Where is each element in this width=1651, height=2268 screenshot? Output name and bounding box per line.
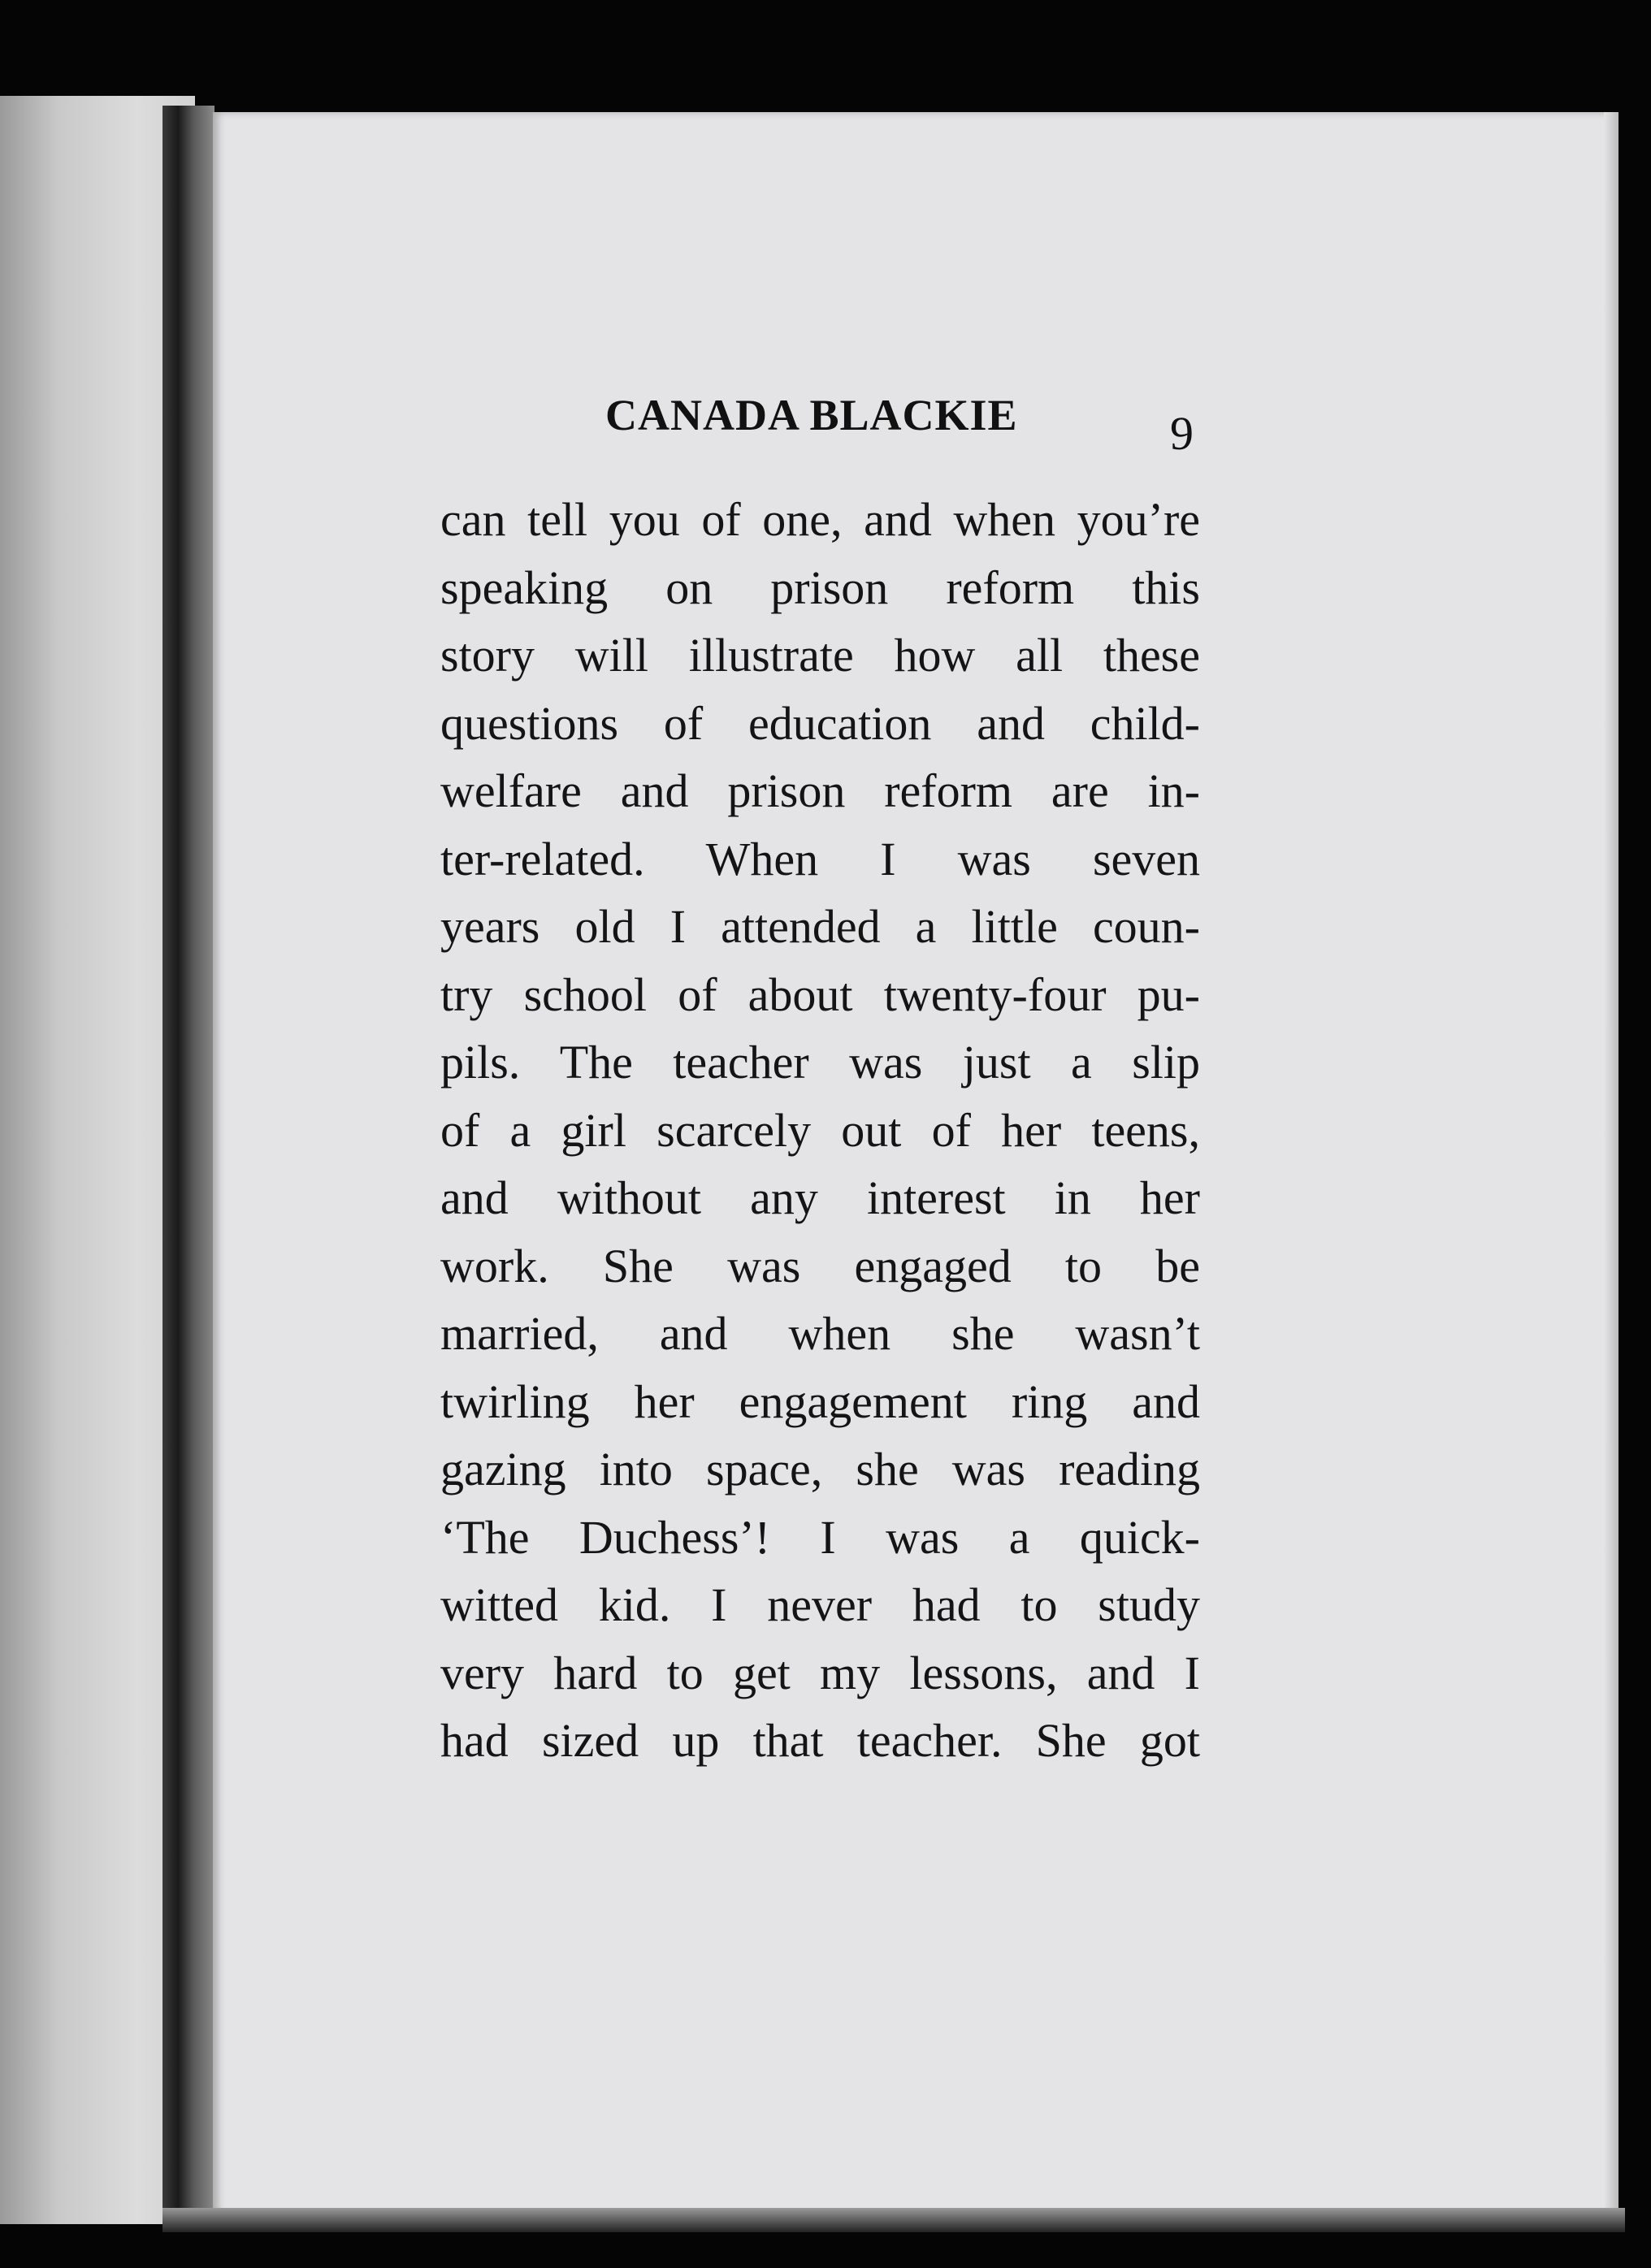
page-number: 9: [1170, 407, 1194, 460]
text-line: can tell you of one, and when you’re: [440, 493, 1200, 546]
text-line: gazing into space, she was reading: [440, 1443, 1200, 1495]
running-head: CANADA BLACKIE: [605, 391, 1018, 439]
text-line: try school of about twenty-four pu-: [440, 967, 1200, 1021]
body-text: [440, 486, 1200, 1775]
page-bottom-shadow: [162, 2208, 1625, 2232]
page-right-edge: [1604, 112, 1618, 2216]
text-line: welfare and prison reform are in-: [440, 764, 1200, 817]
text-line: pils. The teacher was just a slip: [440, 1036, 1200, 1089]
text-line: very hard to get my lessons, and I: [440, 1646, 1200, 1699]
text-line: years old I attended a little coun-: [440, 900, 1200, 953]
text-line: twirling her engagement ring and: [440, 1374, 1200, 1428]
text-line: work. She was engaged to be: [440, 1239, 1200, 1292]
text-line: speaking on prison reform this: [440, 561, 1200, 614]
book-spine-shadow: [162, 106, 214, 2218]
text-line: and without any interest in her: [440, 1171, 1200, 1224]
text-line: witted kid. I never had to study: [440, 1578, 1200, 1631]
text-line: questions of education and child-: [440, 696, 1200, 750]
text-line: story will illustrate how all these: [440, 629, 1200, 682]
text-line: ‘The Duchess’! I was a quick-: [440, 1510, 1200, 1564]
text-line: ter-related. When I was seven: [440, 832, 1200, 885]
text-line: of a girl scarcely out of her teens,: [440, 1103, 1200, 1157]
text-line: married, and when she wasn’t: [440, 1307, 1200, 1360]
text-line: had sized up that teacher. She got: [440, 1714, 1200, 1767]
